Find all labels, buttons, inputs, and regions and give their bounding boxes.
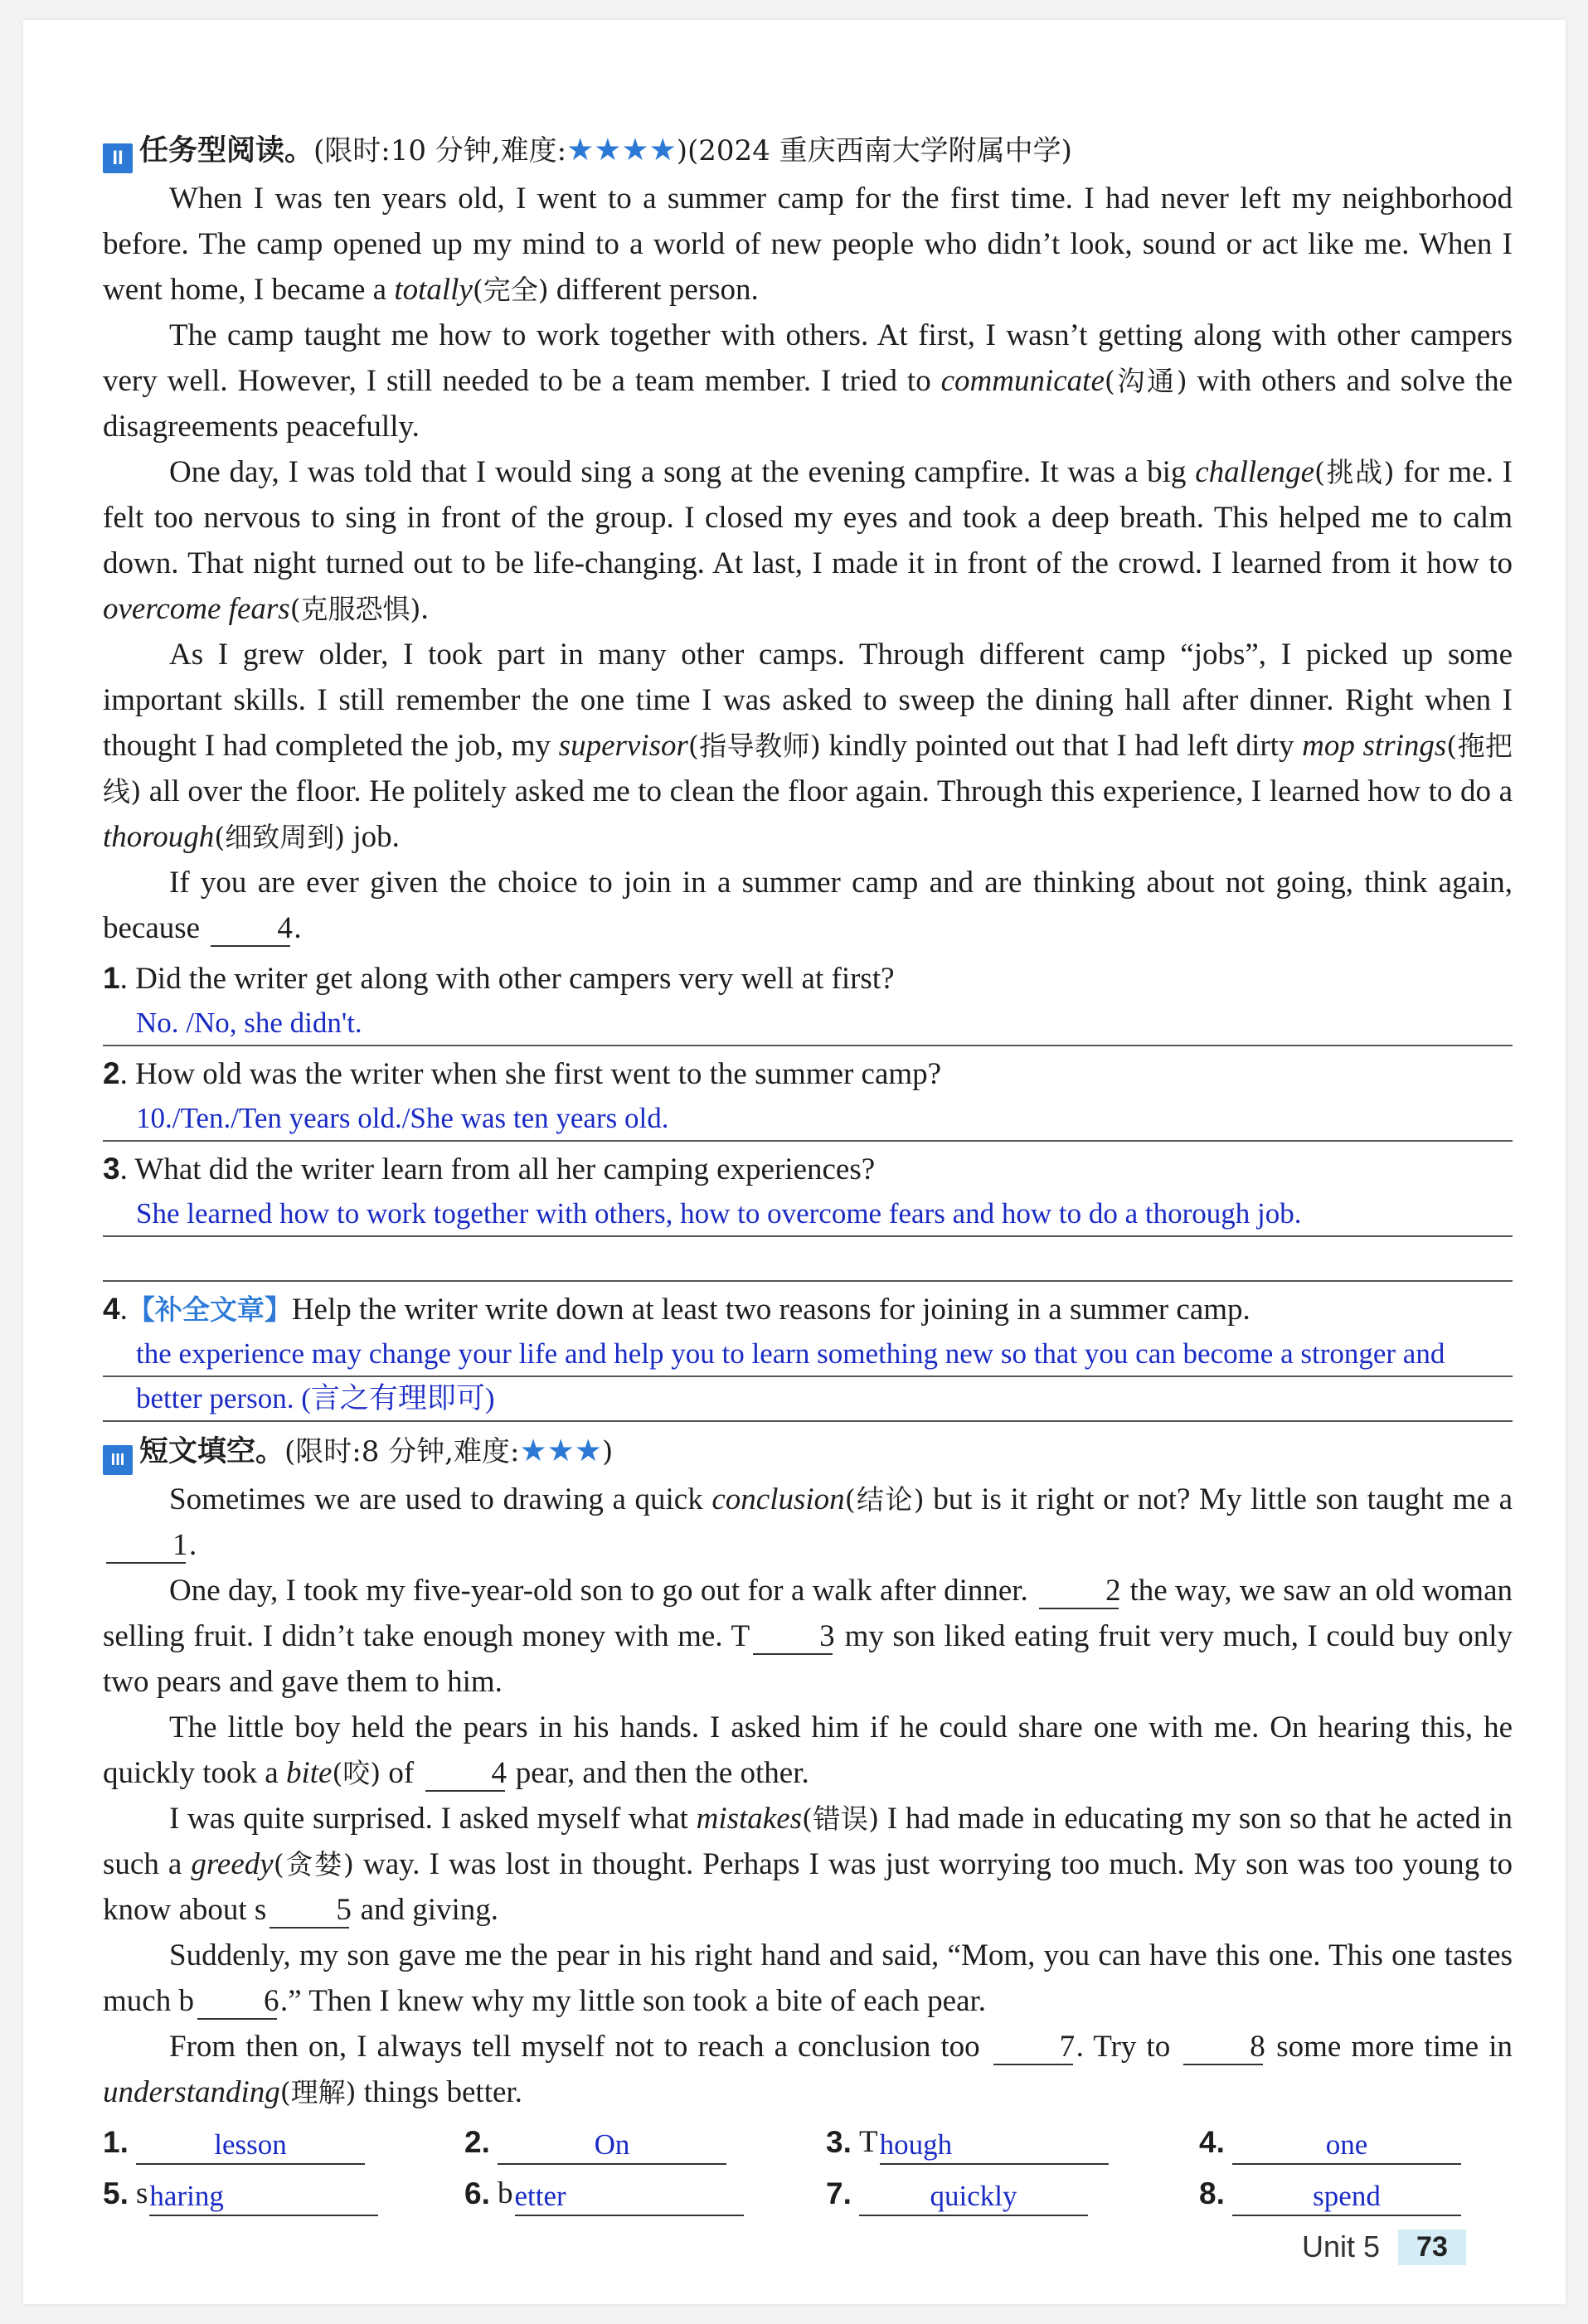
answer-cell: 1. lesson (103, 2122, 464, 2165)
blank-5[interactable]: 5 (270, 1894, 349, 1929)
difficulty-stars-icon: ★★★★ (566, 133, 677, 167)
passage-paragraph: As I grew older, I took part in many other camps. Through different camp “jobs”, I picked up some important skills. I still remember the one time I was asked to sweep the dining hall after dinner. Right when I thought I had completed the job, my supervisor(指导教师) kindly pointed out that I had left dirty mop strings(拖把线) all over the floor. He politely asked me to clean the floor again. Through this experience, I learned how to do a thorough(细致周到) job. (103, 638, 1513, 854)
answer-cell: 4. one (1199, 2122, 1514, 2165)
answer-line-4a[interactable]: the experience may change your life and help you to learn something new so that you can become a stronger and (103, 1332, 1513, 1377)
answer-line-2[interactable]: 10./Ten./Ten years old./She was ten years old. (103, 1097, 1513, 1142)
section-2-info-prefix: (限时:10 分钟,难度: (313, 134, 567, 167)
passage-paragraph: One day, I was told that I would sing a song at the evening campfire. It was a big challenge(挑战) for me. I felt too nervous to sing in front of the group. I closed my eyes and took a deep breath. This helped me to calm down. That night turned out to be life-changing. At last, I made it in front of the crowd. I learned from it how to overcome fears(克服恐惧). (103, 455, 1513, 626)
passage-paragraph: Suddenly, my son gave me the pear in his right hand and said, “Mom, you can have this one. This one tastes much b 6.” Then I knew why my little son took a bite of each pear. (103, 1938, 1513, 2018)
passage-paragraph: Sometimes we are used to drawing a quick conclusion(结论) but is it right or not? My little son taught me a 1. (103, 1477, 1513, 1568)
answer-line-3[interactable]: She learned how to work together with others, how to overcome fears and how to do a thorough job. (103, 1192, 1513, 1237)
answer-input[interactable]: quickly (859, 2178, 1088, 2216)
blank-8[interactable]: 8 (1183, 2030, 1263, 2065)
answer-cell: 6. b etter (464, 2173, 826, 2216)
blank-3[interactable]: 3 (753, 1620, 833, 1655)
workbook-page (23, 20, 1566, 2304)
passage-paragraph: When I was ten years old, I went to a summer camp for the first time. I had never left my neighborhood before. The camp opened up my mind to a world of new people who didn’t look, sound or act like me. When I went home, I became a totally(完全) different person. (103, 182, 1513, 307)
answer-line-4b[interactable]: better person. (言之有理即可) (103, 1377, 1513, 1422)
section-3-info-prefix: (限时:8 分钟,难度: (284, 1435, 520, 1468)
blank-4[interactable]: 4 (425, 1757, 505, 1792)
question-3: 3. What did the writer learn from all her camping experiences? She learned how to work together with others, how to overcome fears and how to do a thorough job. (103, 1147, 1513, 1282)
answer-cell: 2. On (464, 2122, 826, 2165)
answer-line-1[interactable]: No. /No, she didn't. (103, 1002, 1513, 1046)
blank-1[interactable]: 1 (106, 1529, 186, 1564)
answer-input[interactable]: one (1232, 2127, 1461, 2165)
section-2-heading (103, 126, 1513, 176)
page-content (103, 126, 1513, 2216)
unit-label: Unit 5 (1302, 2229, 1381, 2263)
section-3-info-suffix: ) (601, 1435, 614, 1468)
page-number: 73 (1398, 2229, 1466, 2265)
answer-input[interactable]: hough (880, 2127, 1109, 2165)
answer-grid (103, 2122, 1513, 2216)
section-3-heading (103, 1427, 1513, 1477)
blank-6[interactable]: 6 (197, 1985, 277, 2020)
answer-input[interactable]: lesson (136, 2127, 365, 2165)
passage-paragraph: If you are ever given the choice to join in a summer camp and are thinking about not going, think again, because 4. (103, 866, 1513, 945)
question-2: 2. How old was the writer when she first went to the summer camp? 10./Ten./Ten years old./She was ten years old. (103, 1051, 1513, 1142)
blank-7[interactable]: 7 (993, 2030, 1073, 2065)
difficulty-stars-icon: ★★★ (519, 1434, 602, 1468)
passage-paragraph: The little boy held the pears in his hands. I asked him if he could share one with me. On hearing this, he quickly took a bite(咬) of 4 pear, and then the other. (103, 1710, 1513, 1790)
question-4: 4.【补全文章】Help the writer write down at least two reasons for joining in a summer camp. the experience may change your life and help you to learn something new so that you can become a stronger and better person. (言之有理即可) (103, 1287, 1513, 1422)
answer-input[interactable]: On (498, 2127, 726, 2165)
question-1: 1. Did the writer get along with other campers very well at first? No. /No, she didn't. (103, 956, 1513, 1046)
answer-cell: 5. s haring (103, 2173, 464, 2216)
answer-input[interactable]: etter (515, 2178, 744, 2216)
answer-line-3-extra[interactable] (103, 1237, 1513, 1282)
complete-passage-tag: 【补全文章】 (127, 1293, 292, 1326)
answer-input[interactable]: spend (1232, 2178, 1461, 2216)
section-2-source: )(2024 重庆西南大学附属中学) (676, 134, 1072, 167)
passage-paragraph: The camp taught me how to work together with others. At first, I wasn’t getting along with other campers very well. However, I still needed to be a team member. I tried to communicate(沟通) with others and solve the disagreements peacefully. (103, 318, 1513, 444)
section-3-icon: III (103, 1445, 133, 1475)
passage-paragraph: One day, I took my five-year-old son to go out for a walk after dinner. 2 the way, we saw an old woman selling fruit. I didn’t take enough money with me. T 3 my son liked eating fruit very much, I could buy only two pears and gave them to him. (103, 1574, 1513, 1699)
section-3-title: 短文填空。 (139, 1435, 285, 1468)
blank-2[interactable]: 2 (1039, 1574, 1119, 1609)
answer-cell: 3. T hough (826, 2122, 1199, 2165)
section-2-icon: II (103, 143, 133, 173)
passage-paragraph: From then on, I always tell myself not to reach a conclusion too 7. Try to 8 some more time in understanding(理解) things better. (103, 2030, 1513, 2109)
answer-cell: 8. spend (1199, 2173, 1514, 2216)
answer-cell: 7. quickly (826, 2173, 1199, 2216)
blank-4[interactable]: 4 (211, 912, 290, 947)
passage-paragraph: I was quite surprised. I asked myself what mistakes(错误) I had made in educating my son so that he acted in such a greedy(贪婪) way. I was lost in thought. Perhaps I was just worrying too much. My son was too young to know about s 5 and giving. (103, 1802, 1513, 1927)
section-2-title: 任务型阅读。 (139, 134, 314, 167)
answer-input[interactable]: haring (149, 2178, 378, 2216)
page-footer (1302, 2225, 1466, 2268)
